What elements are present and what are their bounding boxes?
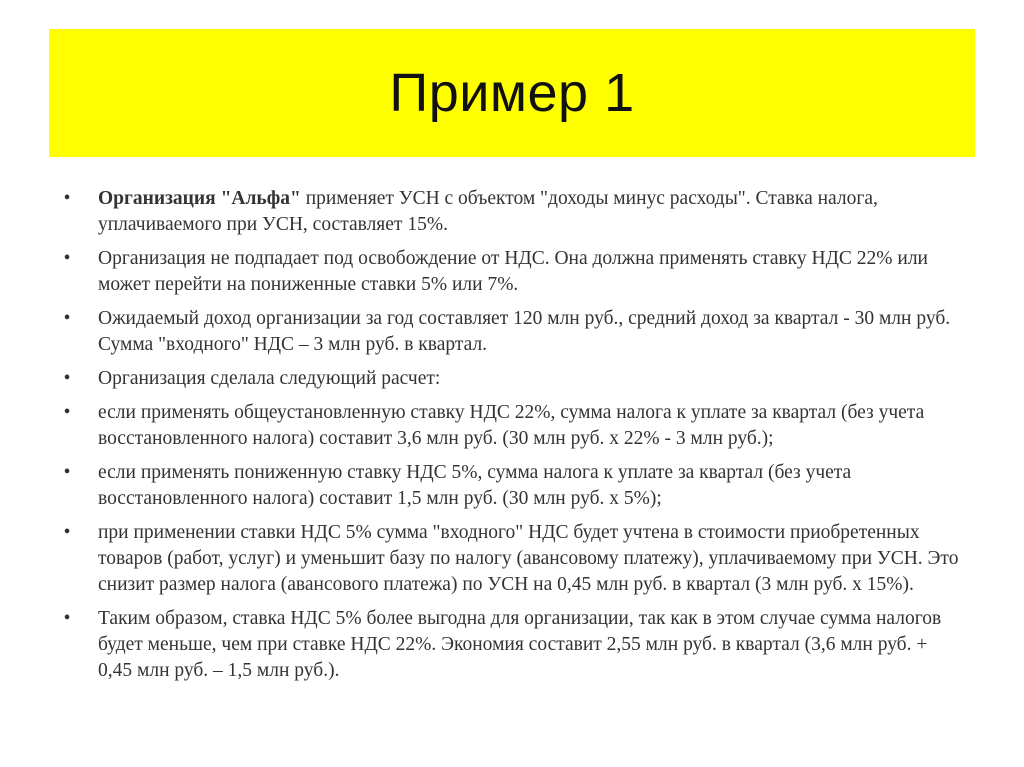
slide-title: Пример 1 (389, 63, 635, 123)
item-text: Организация не подпадает под освобождение от НДС. Она должна применять ставку НДС 22% или может перейти на пониженные ставки 5% или 7%. (98, 248, 928, 295)
list-item (60, 186, 960, 238)
item-text: если применять общеустановленную ставку НДС 22%, сумма налога к уплате за квартал (без учета восстановленного налога) составит 3,6 млн руб. (30 млн руб. x 22% - 3 млн руб.); (98, 402, 925, 449)
item-text: Таким образом, ставка НДС 5% более выгодна для организации, так как в этом случае сумма налогов будет меньше, чем при ставке НДС 22%. Экономия составит 2,55 млн руб. в квартал (3,6 млн руб. + 0,45 млн руб. – 1,5 млн руб.). (98, 608, 942, 681)
item-text: Ожидаемый доход организации за год составляет 120 млн руб., средний доход за квартал - 30 млн руб. Сумма "входного" НДС – 3 млн руб. в квартал. (98, 308, 951, 355)
list-item (60, 460, 960, 512)
item-text: применяет УСН с объектом "доходы минус расходы". Ставка налога, уплачиваемого при УСН, составляет 15%. (98, 188, 878, 235)
bullet-icon: • (63, 608, 71, 629)
list-item (60, 400, 960, 452)
title-banner (49, 29, 975, 157)
list-item (60, 246, 960, 298)
item-text: при применении ставки НДС 5% сумма "входного" НДС будет учтена в стоимости приобретенных товаров (работ, услуг) и уменьшит базу по налогу (авансовому платежу), уплачиваемому при УСН. Это снизит размер налога (авансового платежа) по УСН на 0,45 млн руб. в квартал (3 млн руб. x 15%). (98, 522, 959, 595)
bullet-icon: • (63, 462, 71, 483)
slide-body (60, 186, 960, 692)
bullet-icon: • (63, 522, 71, 543)
bullet-list (60, 186, 960, 684)
list-item (60, 366, 960, 392)
item-text: Организация сделала следующий расчет: (98, 368, 441, 389)
item-lead: Организация "Альфа" (98, 188, 301, 209)
item-text: если применять пониженную ставку НДС 5%, сумма налога к уплате за квартал (без учета восстановленного налога) составит 1,5 млн руб. (30 млн руб. x 5%); (98, 462, 852, 509)
bullet-icon: • (63, 248, 71, 269)
list-item (60, 606, 960, 684)
list-item (60, 306, 960, 358)
bullet-icon: • (63, 402, 71, 423)
list-item (60, 520, 960, 598)
bullet-icon: • (63, 368, 71, 389)
bullet-icon: • (63, 188, 71, 209)
bullet-icon: • (63, 308, 71, 329)
